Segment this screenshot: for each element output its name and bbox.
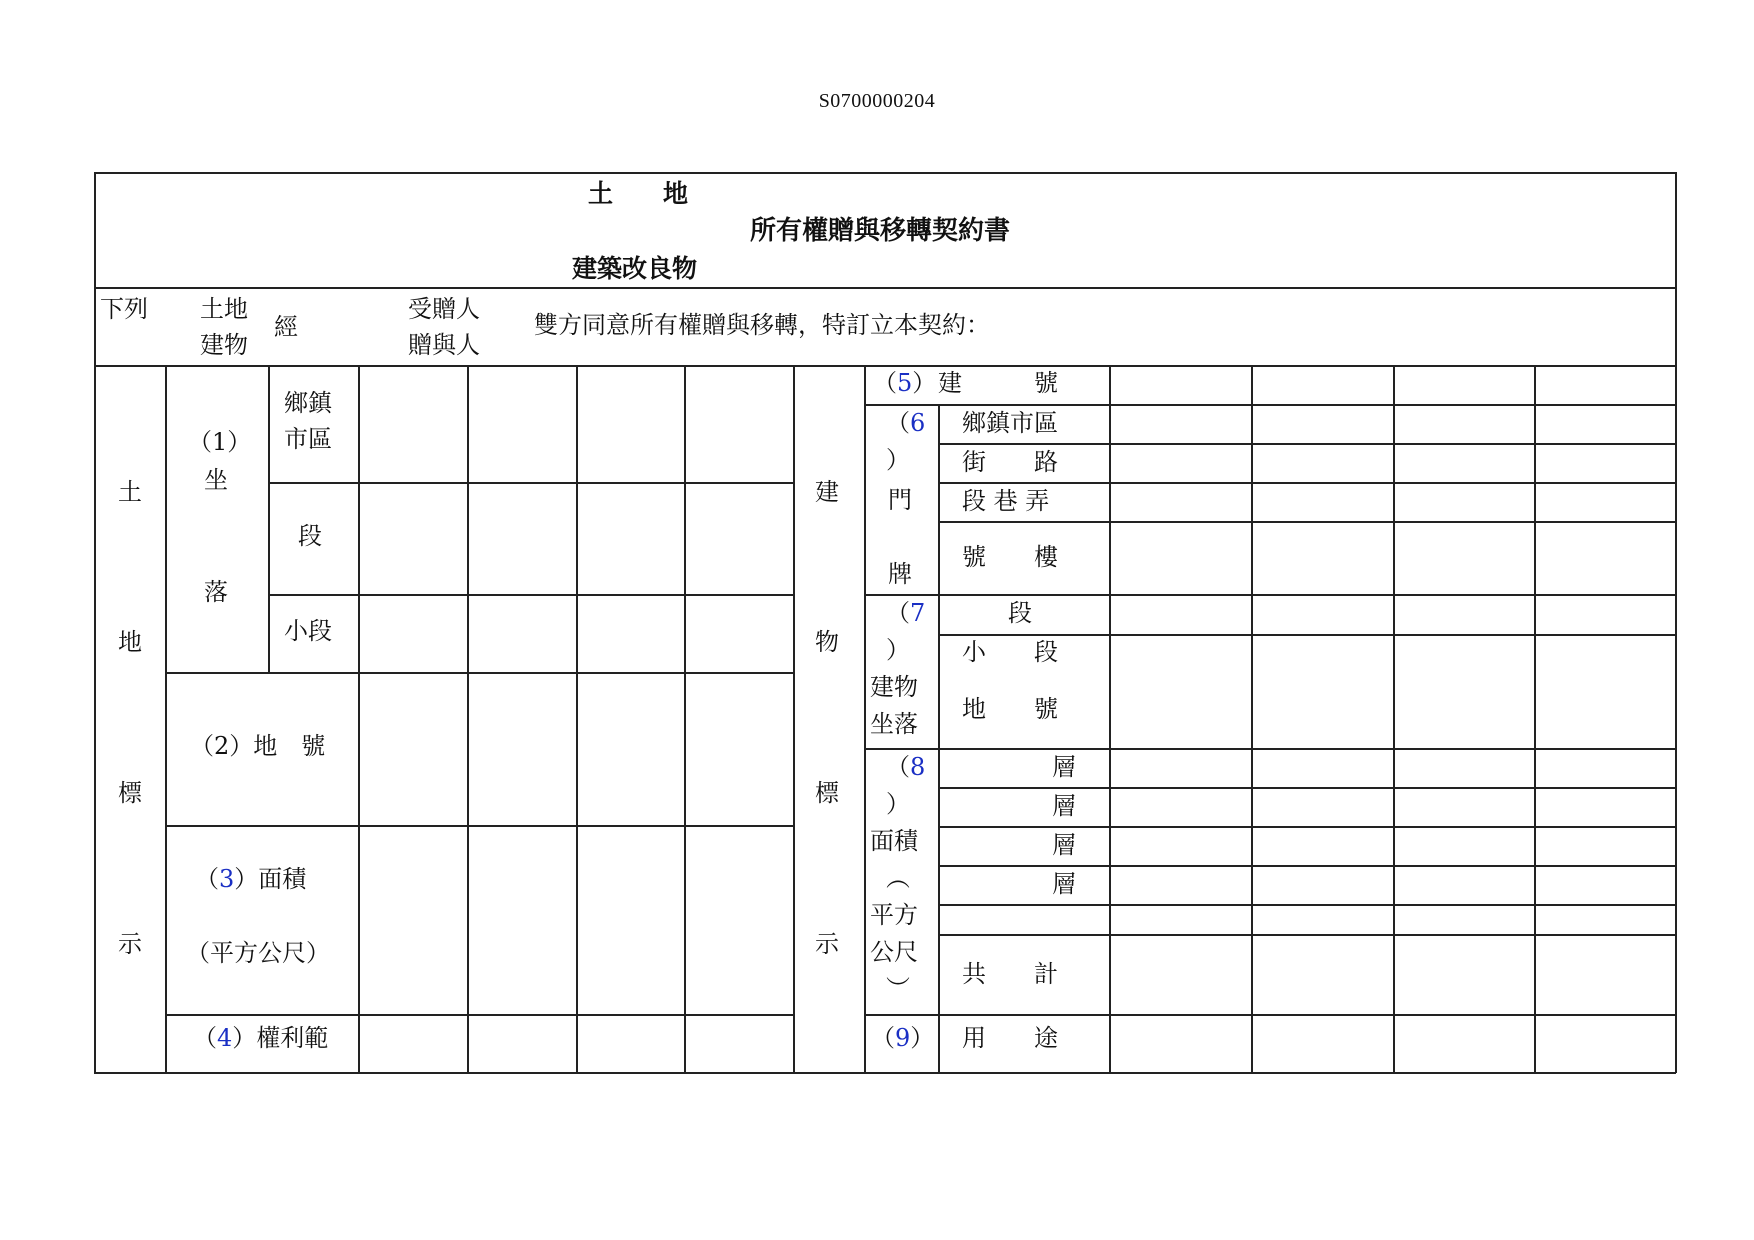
intro-building: 建物: [200, 331, 248, 359]
land-label-char-2: 地: [118, 628, 142, 656]
title-land: 土 地: [588, 179, 689, 208]
building-area-close: ）: [886, 790, 910, 818]
building-address-row-number-floor: 號 樓: [962, 543, 1058, 571]
intro-land: 土地: [200, 295, 248, 323]
building-area-label-5: ︶: [886, 975, 910, 1003]
intro-text: 雙方同意所有權贈與移轉，特訂立本契約：: [534, 311, 990, 339]
land-label-char-4: 示: [118, 930, 142, 958]
land-area-unit: （平方公尺）: [186, 939, 330, 967]
land-location-char-2: 落: [204, 578, 228, 606]
building-location-label-2: 坐落: [870, 710, 918, 738]
building-area-num: （8: [886, 753, 926, 781]
building-no-label: 建 號: [938, 369, 1058, 397]
building-address-row-street: 街 路: [962, 448, 1058, 476]
building-label-char-2: 物: [815, 628, 839, 656]
land-subsection-label: 小段: [284, 617, 332, 645]
intro-prefix: 下列: [100, 295, 148, 323]
building-address-char-2: 牌: [888, 560, 912, 588]
building-location-num: （7: [886, 599, 926, 627]
building-usage-label: 用 途: [962, 1024, 1058, 1052]
land-township-line-1: 鄉鎮: [284, 389, 332, 417]
title-main: 所有權贈與移轉契約書: [750, 216, 1011, 246]
building-area-row-3: 層: [1052, 831, 1076, 859]
building-no-num: （5）: [873, 369, 937, 397]
building-location-row-lot: 地 號: [962, 695, 1058, 723]
land-area-label: （3）面積: [195, 865, 307, 893]
building-location-label-1: 建物: [870, 673, 918, 701]
land-lot-number-label: （2）地 號: [190, 732, 326, 760]
land-township-line-2: 市區: [284, 425, 332, 453]
building-area-label-4: 公尺: [870, 938, 918, 966]
intro-via: 經: [274, 313, 298, 341]
building-address-num: （6: [886, 409, 926, 437]
land-label-char-1: 土: [118, 478, 142, 506]
building-label-char-3: 標: [815, 779, 839, 807]
building-location-close: ）: [886, 636, 910, 664]
building-address-close: ）: [886, 446, 910, 474]
building-area-row-4: 層: [1052, 870, 1076, 898]
land-section-label: 段: [298, 522, 322, 550]
building-area-row-2: 層: [1052, 792, 1076, 820]
building-label-char-4: 示: [815, 930, 839, 958]
document-code: S0700000204: [818, 90, 936, 112]
intro-donor: 贈與人: [408, 331, 480, 359]
land-location-label: （1）: [188, 428, 252, 456]
building-address-row-lane: 段 巷 弄: [962, 487, 1050, 515]
building-label-char-1: 建: [815, 478, 839, 506]
building-area-label-3: 平方: [870, 901, 918, 929]
building-address-char-1: 門: [888, 486, 912, 514]
building-location-row-section: 段: [1008, 599, 1032, 627]
building-area-row-1: 層: [1052, 753, 1076, 781]
land-location-char-1: 坐: [204, 466, 228, 494]
land-rights-scope-label: （4）權利範: [193, 1024, 329, 1052]
land-label-char-3: 標: [118, 779, 142, 807]
building-area-total: 共 計: [962, 960, 1058, 988]
building-area-label-1: 面積: [870, 827, 918, 855]
building-area-label-2: ︵: [886, 864, 910, 892]
intro-recipient: 受贈人: [408, 295, 480, 323]
title-building: 建築改良物: [572, 254, 698, 283]
building-location-row-subsection: 小 段: [962, 638, 1058, 666]
building-usage-num: （9）: [871, 1024, 935, 1052]
building-address-row-township: 鄉鎮市區: [962, 409, 1058, 437]
